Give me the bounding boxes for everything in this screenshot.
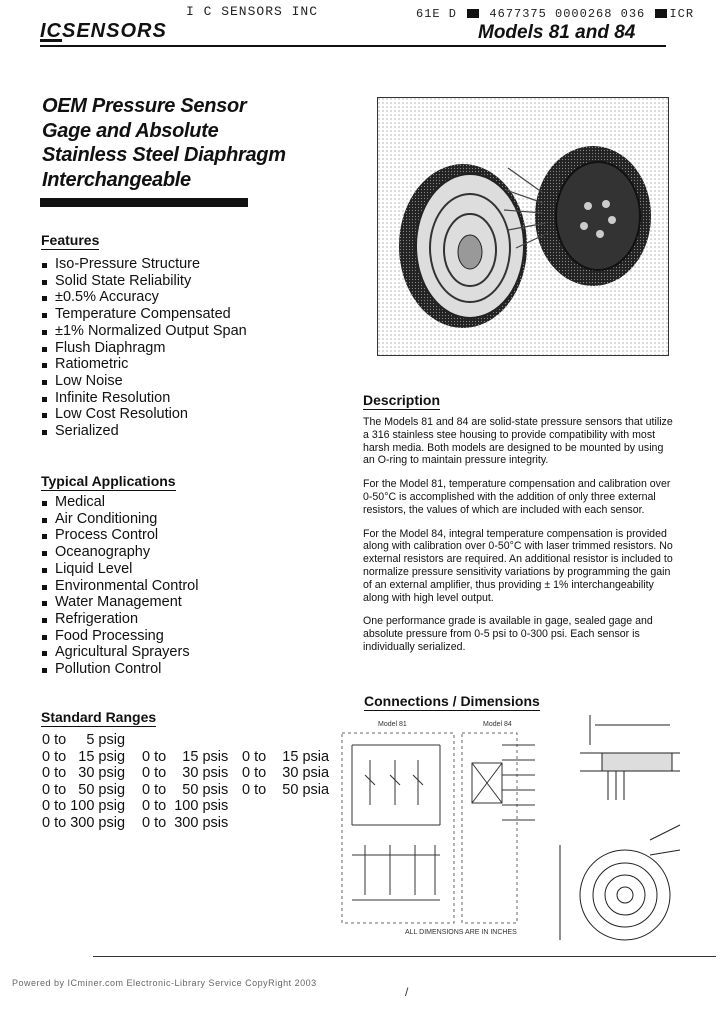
range-cell [242, 732, 342, 749]
footer-credit: Powered by ICminer.com Electronic-Library Service CopyRight 2003 [12, 978, 317, 988]
wiring-dimensions-drawing [340, 705, 700, 950]
model-81-label: Model 81 [378, 721, 407, 728]
features-heading: Features [41, 232, 100, 248]
feature-item: ±1% Normalized Output Span [41, 323, 247, 340]
header-rule [40, 45, 666, 47]
page-mark: / [405, 985, 409, 999]
bottom-rule [93, 956, 716, 957]
range-row [42, 815, 342, 832]
range-cell [242, 815, 342, 832]
sensor-left [399, 164, 527, 328]
range-cell: 0 to 300 psig [42, 814, 126, 831]
dimensions-units-label: ALL DIMENSIONS ARE IN INCHES [405, 929, 517, 936]
feature-item: Low Noise [41, 373, 247, 390]
logo-prefix: IC [40, 20, 62, 42]
range-cell: 0 to 15 psia [242, 748, 330, 765]
application-item: Pollution Control [41, 661, 198, 678]
description-heading: Description [363, 392, 441, 408]
application-item: Liquid Level [41, 561, 198, 578]
feature-item: Iso-Pressure Structure [41, 256, 247, 273]
range-cell [142, 732, 242, 749]
scan-block-mark [655, 9, 667, 18]
description-paragraph: For the Model 81, temperature compensation and calibration over 0-50°C is accomplished with the addition of only three external resistors, the values of which are included with each sensor. [363, 478, 671, 516]
feature-item: Temperature Compensated [41, 306, 247, 323]
range-row [42, 732, 342, 749]
description-paragraph: One performance grade is available in gage, sealed gage and absolute pressure from 0-5 psi to 0-300 psi. Each sensor is individually serialized. [363, 615, 653, 653]
feature-item: Ratiometric [41, 356, 247, 373]
feature-item: Flush Diaphragm [41, 340, 247, 357]
feature-item: Solid State Reliability [41, 273, 247, 290]
range-cell: 0 to 15 psig [42, 748, 126, 765]
range-cell: 0 to 30 psia [242, 765, 330, 781]
feature-item: Serialized [41, 423, 247, 440]
range-row [42, 765, 342, 782]
application-item: Environmental Control [41, 578, 198, 595]
scan-code-a: 61E D [416, 7, 458, 21]
features-list [41, 256, 247, 440]
range-cell: 0 to 50 psis [142, 781, 229, 798]
range-cell: 0 to 100 psig [42, 798, 126, 814]
product-title [42, 94, 286, 192]
title-line: Stainless Steel Diaphragm [42, 144, 286, 166]
range-cell: 0 to 50 psig [42, 781, 126, 798]
range-cell: 0 to 30 psis [142, 765, 229, 781]
title-line: OEM Pressure Sensor [42, 95, 247, 117]
range-row [42, 749, 342, 766]
range-cell: 0 to 50 psia [242, 781, 330, 798]
company-logo [40, 20, 167, 43]
range-cell: 0 to 5 psig [42, 732, 126, 748]
connections-heading: Connections / Dimensions [364, 693, 540, 709]
range-cell [242, 798, 342, 815]
scan-header-text: I C SENSORS INC [186, 4, 319, 19]
scan-code-b: 4677375 0000268 036 [489, 7, 646, 21]
sensor-photo-illustration [378, 98, 668, 355]
application-item: Water Management [41, 594, 198, 611]
models-title: Models 81 and 84 [478, 22, 636, 43]
feature-item: Infinite Resolution [41, 390, 247, 407]
connections-diagram [340, 705, 700, 950]
product-photo [377, 97, 669, 356]
applications-list [41, 494, 198, 678]
range-row [42, 798, 342, 815]
application-item: Agricultural Sprayers [41, 644, 198, 661]
application-item: Oceanography [41, 544, 198, 561]
scan-code-c: ICR [669, 7, 695, 21]
description-body [363, 416, 673, 665]
model-84-label: Model 84 [483, 721, 512, 728]
range-cell: 0 to 100 psis [142, 798, 229, 814]
title-bar [40, 198, 248, 207]
title-line: Gage and Absolute [42, 119, 219, 142]
title-line: Interchangeable [42, 168, 191, 191]
scan-codes [416, 7, 694, 21]
logo-suffix: SENSORS [62, 20, 167, 42]
ranges-heading: Standard Ranges [41, 709, 157, 725]
scan-block-mark [467, 9, 479, 18]
range-cell: 0 to 30 psig [42, 765, 126, 781]
application-item: Refrigeration [41, 611, 198, 628]
description-paragraph: For the Model 84, integral temperature compensation is provided along with calibration over 0-50°C with laser trimmed resistors. No external resistors are required. An additional resistor is included to normalize pressure sensitivity variations by programming the gain of an external amplifier, thus providing ± 1% interchangeability along with high level output. [363, 527, 673, 604]
applications-heading: Typical Applications [41, 473, 176, 489]
range-row [42, 782, 342, 799]
application-item: Food Processing [41, 628, 198, 645]
range-cell: 0 to 300 psis [142, 814, 229, 831]
ranges-table [42, 732, 342, 831]
application-item: Air Conditioning [41, 511, 198, 528]
description-paragraph: The Models 81 and 84 are solid-state pressure sensors that utilize a 316 stainless stee housing to provide compatibility with most harsh media. Both models are designed to be mounted by using an O-ring to maintain pressure integrity. [363, 416, 673, 467]
application-item: Process Control [41, 527, 198, 544]
feature-item: Low Cost Resolution [41, 406, 247, 423]
range-cell: 0 to 15 psis [142, 748, 229, 765]
feature-item: ±0.5% Accuracy [41, 289, 247, 306]
application-item: Medical [41, 494, 198, 511]
